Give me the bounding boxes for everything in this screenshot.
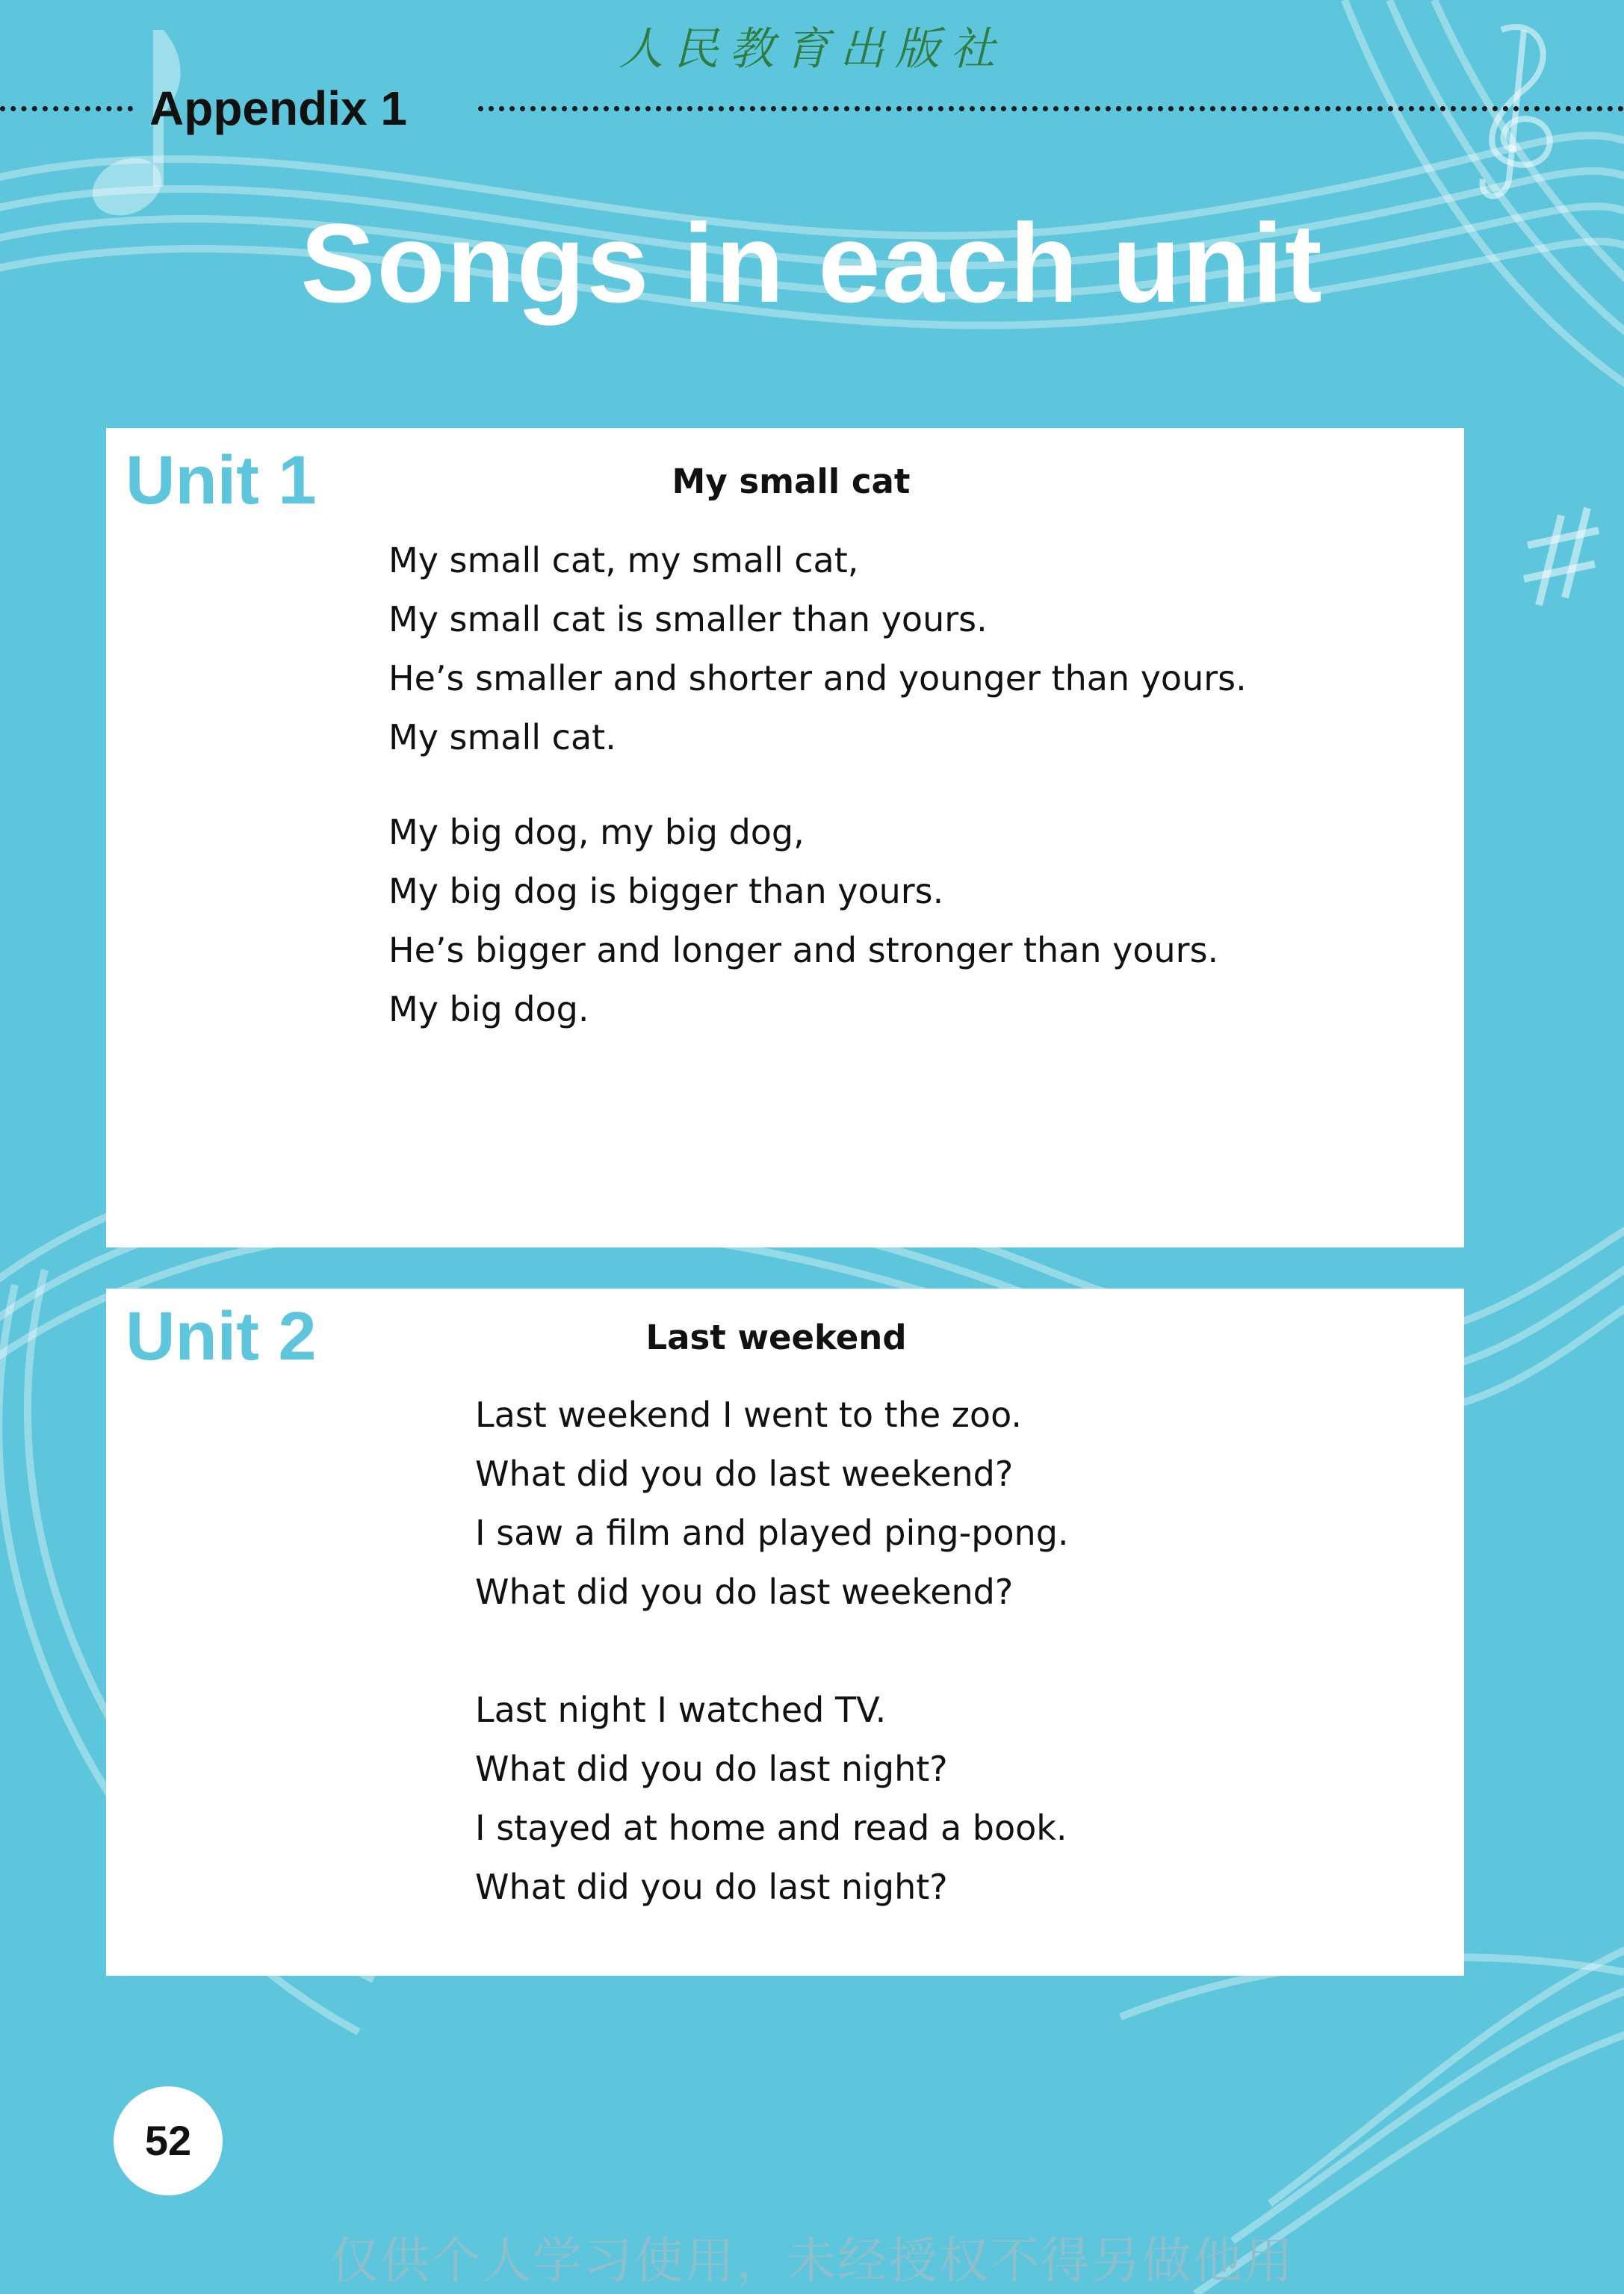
lyric-line: My big dog. bbox=[388, 989, 589, 1029]
page-title: Songs in each unit bbox=[300, 200, 1324, 326]
dotted-rule-left bbox=[0, 106, 133, 111]
lyric-line: My big dog is bigger than yours. bbox=[388, 871, 944, 911]
lyric-line: What did you do last night? bbox=[475, 1867, 948, 1907]
song-title: My small cat bbox=[672, 462, 911, 501]
song-lyrics bbox=[388, 531, 1247, 1039]
page-number: 52 bbox=[114, 2086, 223, 2195]
lyric-line: I stayed at home and read a book. bbox=[475, 1808, 1067, 1848]
unit-label: Unit 2 bbox=[125, 1298, 317, 1374]
lyric-line: My small cat, my small cat, bbox=[388, 540, 859, 580]
lyric-line: Last weekend I went to the zoo. bbox=[475, 1395, 1023, 1435]
publisher-name: 人民教育出版社 bbox=[619, 23, 1005, 75]
lyric-line: My small cat. bbox=[388, 717, 616, 757]
lyric-line: What did you do last weekend? bbox=[475, 1454, 1014, 1494]
sharp-icon bbox=[1524, 508, 1599, 605]
usage-notice: 仅供个人学习使用，未经授权不得另做他用 bbox=[329, 2232, 1295, 2290]
lyric-line: I saw a film and played ping-pong. bbox=[475, 1513, 1069, 1553]
appendix-label: Appendix 1 bbox=[149, 81, 407, 135]
lyric-line: My small cat is smaller than yours. bbox=[388, 599, 988, 639]
dotted-rule-right bbox=[478, 106, 1624, 111]
stanza-gap bbox=[475, 1622, 1069, 1681]
song-lyrics bbox=[475, 1386, 1069, 1917]
lyric-line: He’s smaller and shorter and younger than yours. bbox=[388, 658, 1247, 698]
lyric-line: What did you do last night? bbox=[475, 1749, 948, 1789]
stanza-gap bbox=[388, 767, 1247, 803]
lyric-line: Last night I watched TV. bbox=[475, 1690, 887, 1730]
lyric-line: He’s bigger and longer and stronger than yours. bbox=[388, 930, 1219, 970]
lyric-line: My big dog, my big dog, bbox=[388, 812, 805, 852]
lyric-line: What did you do last weekend? bbox=[475, 1572, 1014, 1612]
unit-label: Unit 1 bbox=[125, 442, 317, 518]
song-title: Last weekend bbox=[645, 1318, 907, 1357]
unit-2-card bbox=[106, 1289, 1464, 1976]
unit-1-card bbox=[106, 428, 1464, 1247]
